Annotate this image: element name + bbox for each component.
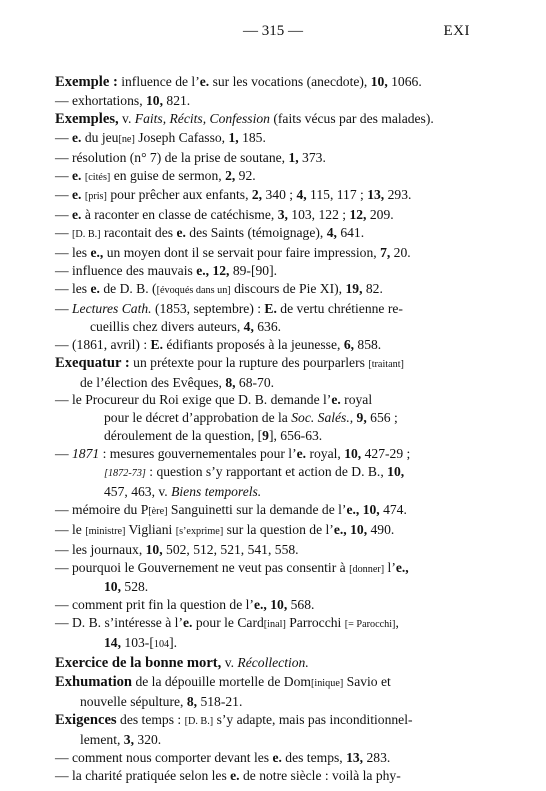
index-line: — exhortations, 10, 821. — [55, 92, 191, 108]
index-line: — influence des mauvais e., 12, 89-[90]. — [55, 263, 278, 279]
index-line: de l’élection des Evêques, 8, 68-70. — [80, 374, 275, 390]
index-line: 14, 103-[104]. — [104, 635, 178, 651]
index-line: — comment nous comporter devant les e. des temps, 13, 283. — [55, 749, 391, 765]
index-line: — e. [pris] pour prêcher aux enfants, 2, 340 ; 4, 115, 117 ; 13, 293. — [55, 187, 412, 203]
index-line: — comment prit fin la question de l’e., 10, 568. — [55, 597, 315, 613]
index-line: 457, 463, v. Biens temporels. — [104, 483, 262, 499]
index-line: — les journaux, 10, 502, 512, 521, 541, 558. — [55, 541, 299, 557]
index-line: Exemple : influence de l’e. sur les vocations (anecdote), 10, 1066. — [55, 74, 422, 90]
index-line: — D. B. s’intéresse à l’e. pour le Card[inal] Parrocchi [= Parocchi], — [55, 615, 399, 631]
index-line: Exercice de la bonne mort, v. Récollection. — [55, 655, 309, 672]
index-line: Exequatur : un prétexte pour la rupture des pourparlers [traitant] — [55, 354, 404, 371]
index-line: nouvelle sépulture, 8, 518-21. — [80, 693, 243, 709]
index-line: Exigences des temps : [D. B.] s’y adapte, mais pas inconditionnel- — [55, 711, 413, 728]
index-line: Exhumation de la dépouille mortelle de Dom[inique] Savio et — [55, 674, 391, 690]
index-line: [1872-73] : question s’y rapportant et action de D. B., 10, — [104, 464, 405, 480]
index-line: — e. [cités] en guise de sermon, 2, 92. — [55, 167, 256, 183]
page-number: — 315 — — [243, 23, 303, 39]
index-line: — la charité pratiquée selon les e. de notre siècle : voilà la phy- — [55, 767, 401, 783]
index-line: — e. du jeu[ne] Joseph Cafasso, 1, 185. — [55, 129, 266, 145]
index-line: — les e., un moyen dont il se servait pour faire impression, 7, 20. — [55, 245, 411, 261]
index-line: — Lectures Cath. (1853, septembre) : E. de vertu chrétienne re- — [55, 300, 403, 316]
index-line: — mémoire du P[ère] Sanguinetti sur la demande de l’e., 10, 474. — [55, 501, 407, 517]
index-line: — le Procureur du Roi exige que D. B. demande l’e. royal — [55, 392, 373, 408]
index-line: lement, 3, 320. — [80, 731, 162, 747]
index-line: — (1861, avril) : E. édifiants proposés à la jeunesse, 6, 858. — [55, 336, 382, 352]
index-line: — [D. B.] racontait des e. des Saints (témoignage), 4, 641. — [55, 225, 365, 241]
index-line: — résolution (n° 7) de la prise de soutane, 1, 373. — [55, 149, 326, 165]
index-line: — pourquoi le Gouvernement ne veut pas consentir à [donner] l’e., — [55, 559, 409, 575]
index-line: pour le décret d’approbation de la Soc. Salés., 9, 656 ; — [104, 410, 398, 426]
running-title: EXI — [443, 23, 470, 39]
index-line: — les e. de D. B. ([évoqués dans un] discours de Pie XI), 19, 82. — [55, 280, 383, 296]
index-line: cueillis chez divers auteurs, 4, 636. — [90, 318, 282, 334]
index-line: — le [ministre] Vigliani [s’exprime] sur la question de l’e., 10, 490. — [55, 521, 395, 537]
index-line: — e. à raconter en classe de catéchisme, 3, 103, 122 ; 12, 209. — [55, 207, 394, 223]
index-line: déroulement de la question, [9], 656-63. — [104, 428, 323, 444]
index-line: Exemples, v. Faits, Récits, Confession (faits vécus par des malades). — [55, 110, 434, 127]
index-column — [55, 73, 469, 784]
index-line: 10, 528. — [104, 579, 149, 595]
index-line: — 1871 : mesures gouvernementales pour l’e. royal, 10, 427-29 ; — [55, 446, 411, 462]
running-header — [0, 23, 546, 43]
